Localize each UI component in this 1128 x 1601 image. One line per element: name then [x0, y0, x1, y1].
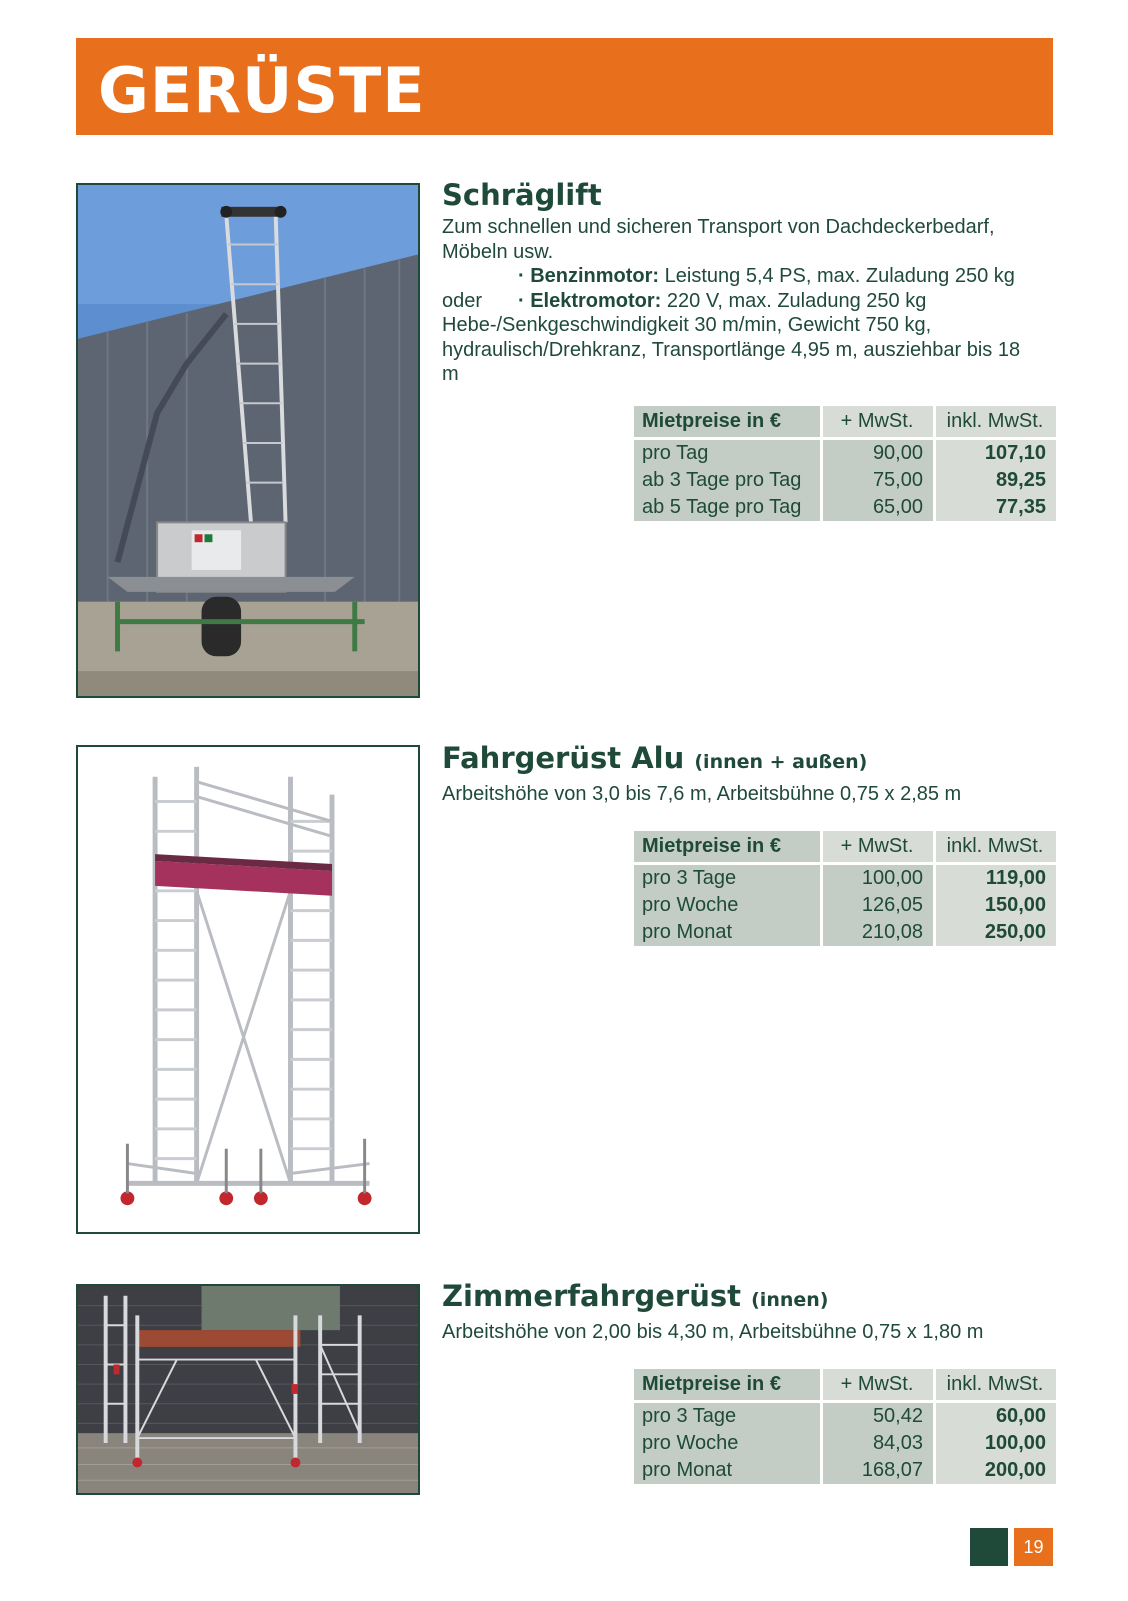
description-text: Zum schnellen und sicheren Transport von Dachdeckerbedarf, Möbeln usw. — [442, 216, 995, 263]
product-title: Schräglift — [442, 178, 602, 212]
header-cell: Mietpreise in € — [634, 831, 823, 865]
photo-fahrgeruest-alu — [76, 745, 420, 1234]
net-price-cell: 84,03 — [823, 1430, 936, 1457]
period-cell: pro 3 Tage — [634, 1403, 823, 1430]
net-price-cell: 50,42 — [823, 1403, 936, 1430]
gross-price-cell: 77,35 — [936, 494, 1056, 521]
title-subtitle: (innen) — [751, 1289, 829, 1311]
price-table-header — [634, 406, 1056, 440]
page-title: GERÜSTE — [98, 54, 426, 127]
period-cell: ab 3 Tage pro Tag — [634, 467, 823, 494]
header-cell: + MwSt. — [823, 1369, 936, 1403]
period-cell: pro Woche — [634, 1430, 823, 1457]
period-cell: pro Woche — [634, 892, 823, 919]
table-row — [634, 1403, 1056, 1430]
product-description: Arbeitshöhe von 2,00 bis 4,30 m, Arbeitsbühne 0,75 x 1,80 m — [442, 1321, 984, 1343]
photo-schraeglift — [76, 183, 420, 698]
page-number: 19 — [1014, 1528, 1053, 1566]
table-row — [634, 865, 1056, 892]
option-benzinmotor — [442, 264, 1042, 289]
product-description — [442, 215, 1042, 387]
details-text: Hebe-/Senkgeschwindigkeit 30 m/min, Gewicht 750 kg, hydraulisch/Drehkranz, Transportlänge 4,95 m, ausziehbar bis 18 m — [442, 314, 1021, 385]
option-prefix — [442, 264, 518, 289]
period-cell: ab 5 Tage pro Tag — [634, 494, 823, 521]
net-price-cell: 65,00 — [823, 494, 936, 521]
table-row — [634, 494, 1056, 521]
product-schraeglift — [442, 177, 1042, 387]
option-prefix: oder — [442, 289, 483, 312]
header-cell: inkl. MwSt. — [936, 1369, 1056, 1403]
header-banner — [76, 38, 1053, 135]
product-description: Arbeitshöhe von 3,0 bis 7,6 m, Arbeitsbühne 0,75 x 2,85 m — [442, 783, 962, 805]
product-zimmerfahrgeruest — [442, 1278, 1042, 1345]
table-row — [634, 440, 1056, 467]
option-text: Leistung 5,4 PS, max. Zuladung 250 kg — [659, 265, 1015, 287]
gross-price-cell: 100,00 — [936, 1430, 1056, 1457]
page-marker-square — [970, 1528, 1008, 1566]
price-table-schraeglift — [634, 406, 1056, 521]
header-cell: inkl. MwSt. — [936, 406, 1056, 440]
net-price-cell: 90,00 — [823, 440, 936, 467]
net-price-cell: 126,05 — [823, 892, 936, 919]
price-table-header — [634, 1369, 1056, 1403]
option-elektromotor — [442, 289, 1042, 314]
period-cell: pro Monat — [634, 919, 823, 946]
net-price-cell: 75,00 — [823, 467, 936, 494]
gross-price-cell: 250,00 — [936, 919, 1056, 946]
gross-price-cell: 119,00 — [936, 865, 1056, 892]
option-label: · Elektromotor: — [518, 289, 662, 312]
product-fahrgeruest-alu — [442, 740, 1042, 807]
table-row — [634, 919, 1056, 946]
gross-price-cell: 200,00 — [936, 1457, 1056, 1484]
gross-price-cell: 60,00 — [936, 1403, 1056, 1430]
title-text: Zimmerfahrgerüst — [442, 1279, 742, 1313]
period-cell: pro Monat — [634, 1457, 823, 1484]
product-title — [442, 740, 1042, 780]
net-price-cell: 210,08 — [823, 919, 936, 946]
option-label: · Benzinmotor: — [518, 265, 660, 287]
header-cell: Mietpreise in € — [634, 1369, 823, 1403]
header-cell: + MwSt. — [823, 831, 936, 865]
gross-price-cell: 89,25 — [936, 467, 1056, 494]
period-cell: pro Tag — [634, 440, 823, 467]
table-row — [634, 467, 1056, 494]
price-table-header — [634, 831, 1056, 865]
title-text: Fahrgerüst Alu — [442, 741, 685, 775]
net-price-cell: 168,07 — [823, 1457, 936, 1484]
gross-price-cell: 107,10 — [936, 440, 1056, 467]
product-title — [442, 1278, 1042, 1318]
table-row — [634, 1457, 1056, 1484]
header-cell: Mietpreise in € — [634, 406, 823, 440]
period-cell: pro 3 Tage — [634, 865, 823, 892]
header-cell: + MwSt. — [823, 406, 936, 440]
header-cell: inkl. MwSt. — [936, 831, 1056, 865]
option-text: 220 V, max. Zuladung 250 kg — [661, 289, 927, 312]
price-table-fahrgeruest-alu — [634, 831, 1056, 946]
net-price-cell: 100,00 — [823, 865, 936, 892]
price-table-zimmerfahrgeruest — [634, 1369, 1056, 1484]
gross-price-cell: 150,00 — [936, 892, 1056, 919]
title-subtitle: (innen + außen) — [694, 751, 868, 773]
photo-zimmerfahrgeruest — [76, 1284, 420, 1495]
table-row — [634, 1430, 1056, 1457]
table-row — [634, 892, 1056, 919]
